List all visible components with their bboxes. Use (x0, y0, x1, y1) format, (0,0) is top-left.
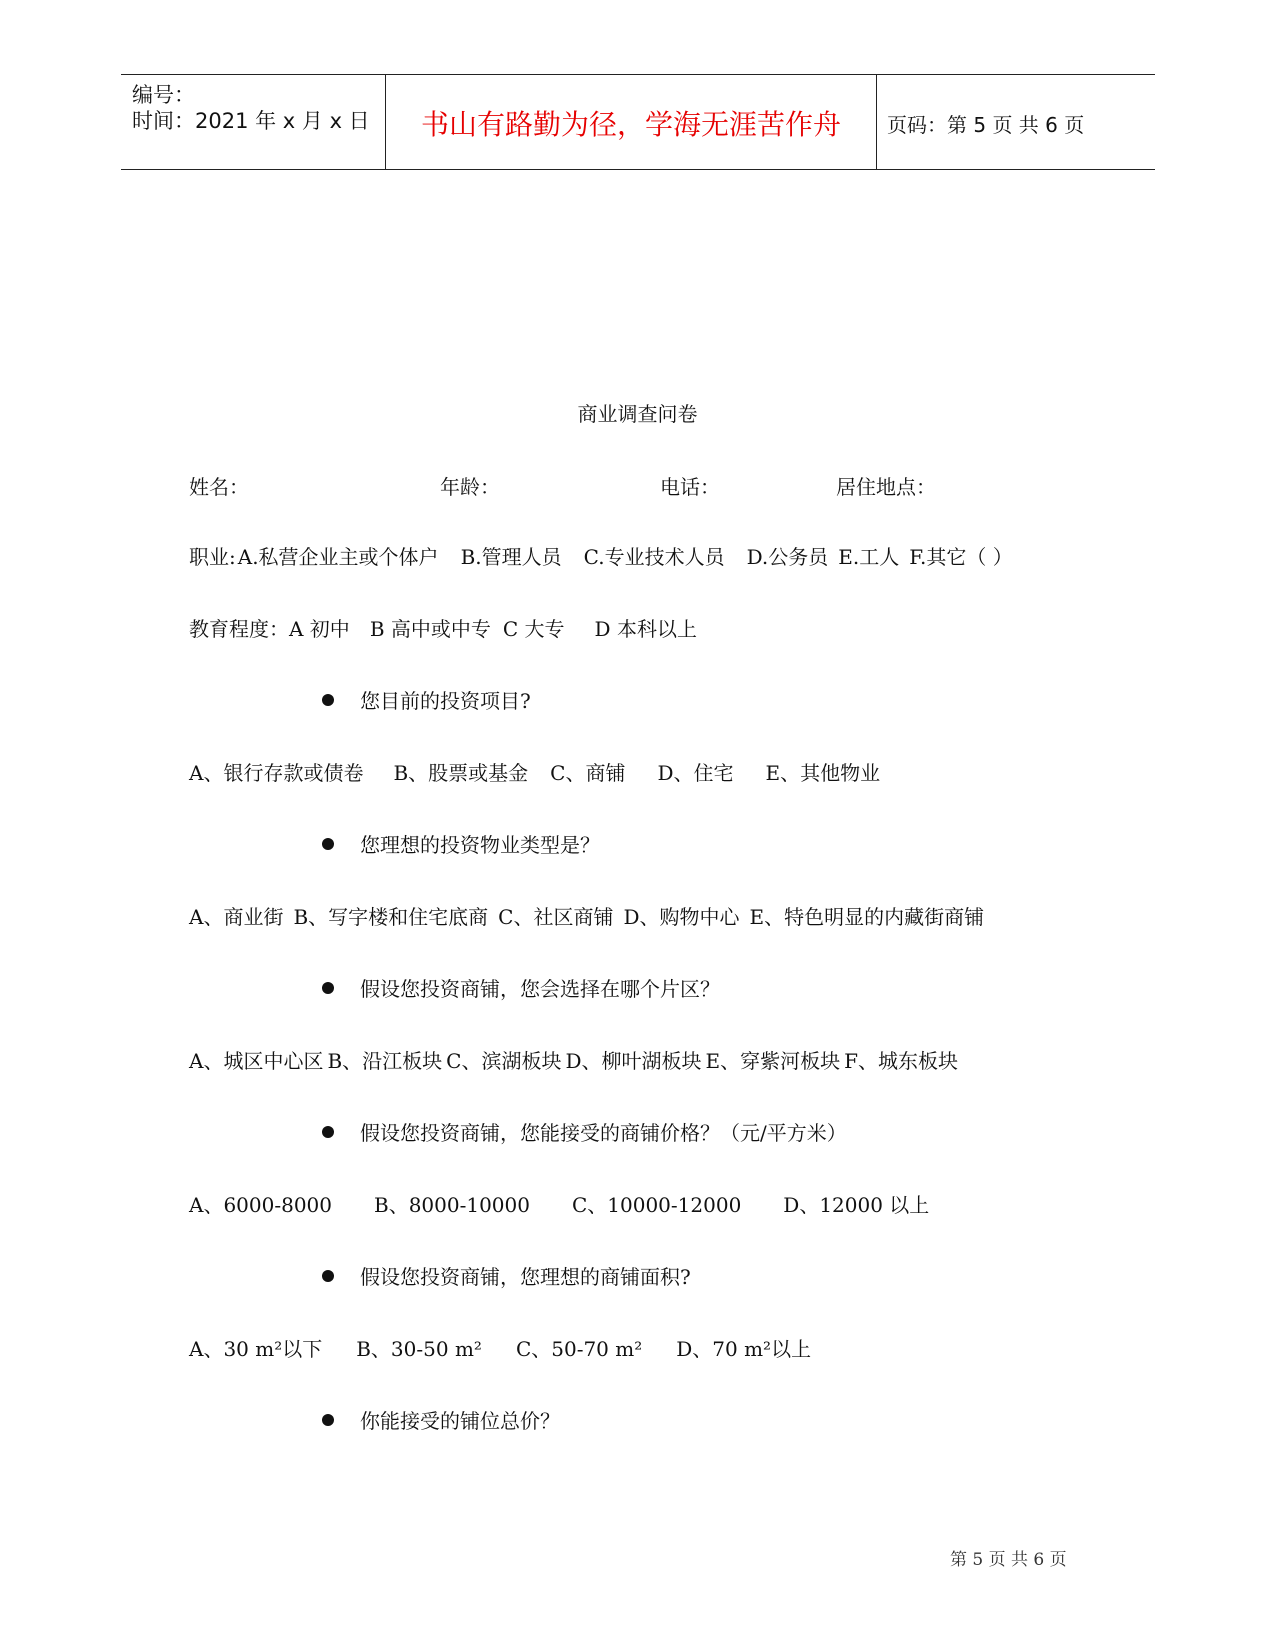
answer-option: D、购物中心 (623, 905, 740, 929)
phone-field-label: 电话： (660, 475, 720, 499)
question-text: 假设您投资商铺，您理想的商铺面积? (360, 1265, 691, 1289)
answer-option: D、住宅 (657, 761, 734, 785)
occupation-option: D.公务员 (746, 545, 829, 569)
occupation-option: C.专业技术人员 (583, 545, 725, 569)
answer-option: B、8000-10000 (374, 1193, 530, 1217)
question-item (322, 1117, 847, 1146)
answer-option: A、银行存款或债卷 (189, 761, 364, 785)
answer-option: C、滨湖板块 (446, 1049, 562, 1073)
answer-options-line (189, 1189, 929, 1218)
page-info: 页码：第 5 页 共 6 页 (887, 113, 1085, 137)
occupation-line (189, 541, 1013, 570)
answer-options-line (189, 757, 880, 786)
answer-option: E、其他物业 (765, 761, 881, 785)
code-label: 编号： (132, 83, 195, 107)
question-text: 您目前的投资项目? (360, 689, 531, 713)
question-text: 假设您投资商铺，您能接受的商铺价格？（元/平方米） (360, 1121, 847, 1145)
answer-options-line (189, 1333, 811, 1362)
document-header (121, 74, 1155, 170)
answer-options-line (189, 1045, 958, 1074)
question-text: 假设您投资商铺，您会选择在哪个片区？ (360, 977, 720, 1001)
education-option: D 本科以上 (594, 617, 697, 641)
education-label: 教育程度： (189, 617, 289, 641)
education-option: C 大专 (502, 617, 565, 641)
answer-option: A、商业街 (189, 905, 284, 929)
answer-option: E、特色明显的内藏街商铺 (749, 905, 985, 929)
answer-option: C、商铺 (550, 761, 626, 785)
answer-option: E、穿紫河板块 (705, 1049, 841, 1073)
answer-option: C、社区商铺 (498, 905, 614, 929)
question-text: 您理想的投资物业类型是？ (360, 833, 600, 857)
answer-option: F、城东板块 (844, 1049, 959, 1073)
answer-option: B、30-50 m² (356, 1337, 482, 1361)
answer-option: A、6000-8000 (189, 1193, 332, 1217)
bullet-icon (322, 694, 334, 706)
question-item (322, 1405, 560, 1434)
answer-option: D、柳叶湖板块 (565, 1049, 702, 1073)
page-footer: 第 5 页 共 6 页 (950, 1550, 1067, 1570)
answer-option: B、写字楼和住宅底商 (293, 905, 489, 929)
motto-text: 书山有路勤为径，学海无涯苦作舟 (420, 108, 841, 141)
survey-title: 商业调查问卷 (577, 402, 698, 426)
age-field-label: 年龄： (440, 475, 500, 499)
bullet-icon (322, 1270, 334, 1282)
question-item (322, 829, 600, 858)
answer-option: A、30 m²以下 (189, 1337, 323, 1361)
header-left-cell (121, 75, 385, 169)
bullet-icon (322, 1126, 334, 1138)
occupation-label: 职业: (189, 545, 236, 569)
answer-option: D、70 m²以上 (676, 1337, 812, 1361)
question-item (322, 973, 720, 1002)
answer-option: C、50-70 m² (515, 1337, 643, 1361)
occupation-option: B.管理人员 (460, 545, 562, 569)
education-line (189, 613, 697, 642)
education-option: A 初中 (289, 617, 350, 641)
question-item (322, 1261, 691, 1290)
answer-option: D、12000 以上 (783, 1193, 930, 1217)
answer-options-line (189, 901, 984, 930)
bullet-icon (322, 982, 334, 994)
occupation-option: E.工人 (838, 545, 900, 569)
question-text: 你能接受的铺位总价？ (360, 1409, 560, 1433)
occupation-option: A.私营企业主或个体户 (237, 545, 439, 569)
question-item (322, 685, 531, 714)
occupation-option: F.其它（ ） (909, 545, 1013, 569)
bullet-icon (322, 838, 334, 850)
bullet-icon (322, 1414, 334, 1426)
header-right-cell (876, 75, 1155, 169)
answer-option: C、10000-12000 (571, 1193, 742, 1217)
answer-option: A、城区中心区 (189, 1049, 324, 1073)
answer-option: B、沿江板块 (327, 1049, 443, 1073)
header-middle-cell (385, 75, 877, 169)
education-option: B 高中或中专 (369, 617, 491, 641)
time-label: 时间：2021 年 x 月 x 日 (132, 109, 370, 133)
answer-option: B、股票或基金 (393, 761, 529, 785)
name-field-label: 姓名： (189, 475, 249, 499)
address-field-label: 居住地点： (836, 475, 936, 499)
